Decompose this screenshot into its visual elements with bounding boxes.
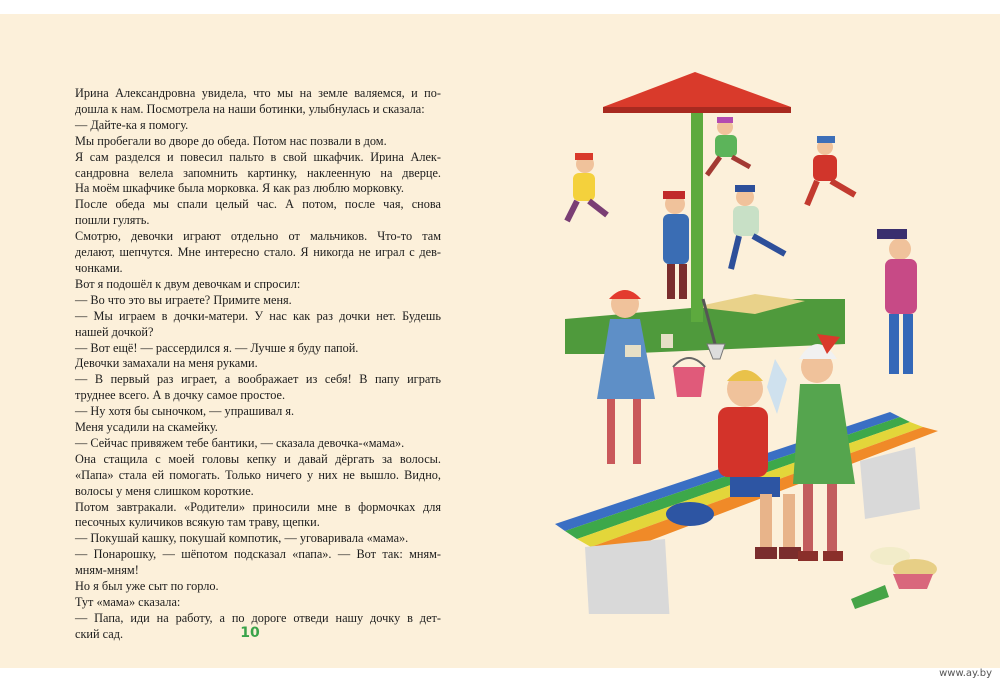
text-line: После обеда мы спали целый час. А потом, после чая, снова [75,197,441,212]
paragraph [75,197,441,229]
paragraph [75,150,441,198]
text-line: Вот я подошёл к двум девочкам и спросил: [75,276,301,291]
text-line: Потом завтракали. «Родители» приносили мне в формочках для [75,499,441,514]
paragraph [75,531,441,547]
bench-leg-right [860,447,920,519]
paragraph [75,595,441,611]
text-line: — Ну хотя бы сыночком, — упрашивал я. [75,404,295,419]
paragraph [75,579,441,595]
paragraph [75,356,441,372]
text-line: Девочки замахали на меня руками. [75,356,258,371]
page-number: 10 [240,625,260,641]
kid-covering-eyes [877,229,917,374]
text-line: Тут «мама» сказала: [75,595,181,609]
story-text [75,86,441,643]
paragraph [75,547,441,579]
text-line: Она стащила с моей головы кепку и давай дёргать за волосы. [75,451,441,466]
text-line: пошли гулять. [75,213,150,228]
paragraph [75,341,441,357]
running-kid-green [707,117,750,175]
text-line: — Понарошку, — шёпотом подсказал «папа». — Вот так: мням- [75,547,441,562]
text-line: — Папа, иди на работу, а по дороге отведи нашу дочку в дет- [75,610,441,625]
umbrella-roof [603,72,791,107]
text-line: труднее всего. А в дочку самое простое. [75,388,286,403]
text-line: — Мы играем в дочки-матери. У нас как раз дочки нет. Будешь [75,308,441,323]
blue-cap-on-bench [666,502,714,526]
running-kid-yellow [567,153,607,221]
bucket [673,358,705,397]
book-spread [0,14,1000,668]
paragraph [75,500,441,532]
text-line: ский сад. [75,626,124,641]
text-line: дошла к нам. Посмотрела на наши ботинки, улыбнулась и сказала: [75,101,425,116]
paragraph [75,452,441,500]
paragraph [75,436,441,452]
text-line: сандровна велела запомнить картинку, наклеенную на дверце. [75,165,441,180]
text-line: мням-мням! [75,563,139,578]
paragraph [75,277,441,293]
paragraph [75,229,441,277]
text-line: «Папа» стала ей помогать. Только ничего у них не вышло. Видно, [75,467,441,482]
running-kid-blue-cap [731,185,785,269]
text-line: — В первый раз играет, а воображает из себя! В папу играть [75,372,441,387]
girl-mama [767,334,855,561]
text-line: волосы у меня слишком короткие. [75,483,254,498]
text-line: делают, шепчутся. Мне интересно стало. Я никогда не играл с дев- [75,245,441,260]
text-line: Но я был уже сыт по горло. [75,579,219,594]
text-line: — Сейчас привяжем тебе бантики, — сказала девочка-«мама». [75,435,405,450]
text-line: — Дайте-ка я помогу. [75,117,189,132]
umbrella-pole [691,97,703,322]
paragraph [75,134,441,150]
paragraph [75,118,441,134]
text-line: — Вот ещё! — рассердился я. — Лучше я буду папой. [75,340,359,355]
text-line: — Во что это вы играете? Примите меня. [75,292,292,307]
text-line: Мы пробегали во дворе до обеда. Потом нас позвали в дом. [75,133,387,148]
text-line: На моём шкафчике была морковка. Я как раз люблю морковку. [75,181,404,196]
paragraph [75,372,441,404]
paragraph [75,293,441,309]
text-line: — Покушай кашку, покушай компотик, — уговаривала «мама». [75,531,409,546]
kid-behind-pole [663,191,689,299]
paragraph [75,404,441,420]
text-line: Меня усадили на скамейку. [75,420,218,435]
paragraph [75,309,441,341]
text-line: Я сам разделся и повесил пальто в свой шкафчик. Ирина Алек- [75,149,441,164]
bench-leg-left [585,539,670,614]
text-line: Смотрю, девочки играют отдельно от мальчиков. Что-то там [75,229,441,244]
text-line: Ирина Александровна увидела, что мы на земле валяемся, и по- [75,86,441,100]
sand-moulds [851,547,937,609]
paragraph [75,86,441,118]
running-kid-red [807,136,855,205]
text-line: чонками. [75,260,123,275]
text-line: нашей дочкой? [75,324,154,339]
paragraph [75,420,441,436]
umbrella-edge [603,107,791,113]
text-line: песочных куличиков всякую там траву, щепки. [75,515,320,530]
playground-illustration [555,69,970,614]
watermark: www.ay.by [939,668,992,679]
